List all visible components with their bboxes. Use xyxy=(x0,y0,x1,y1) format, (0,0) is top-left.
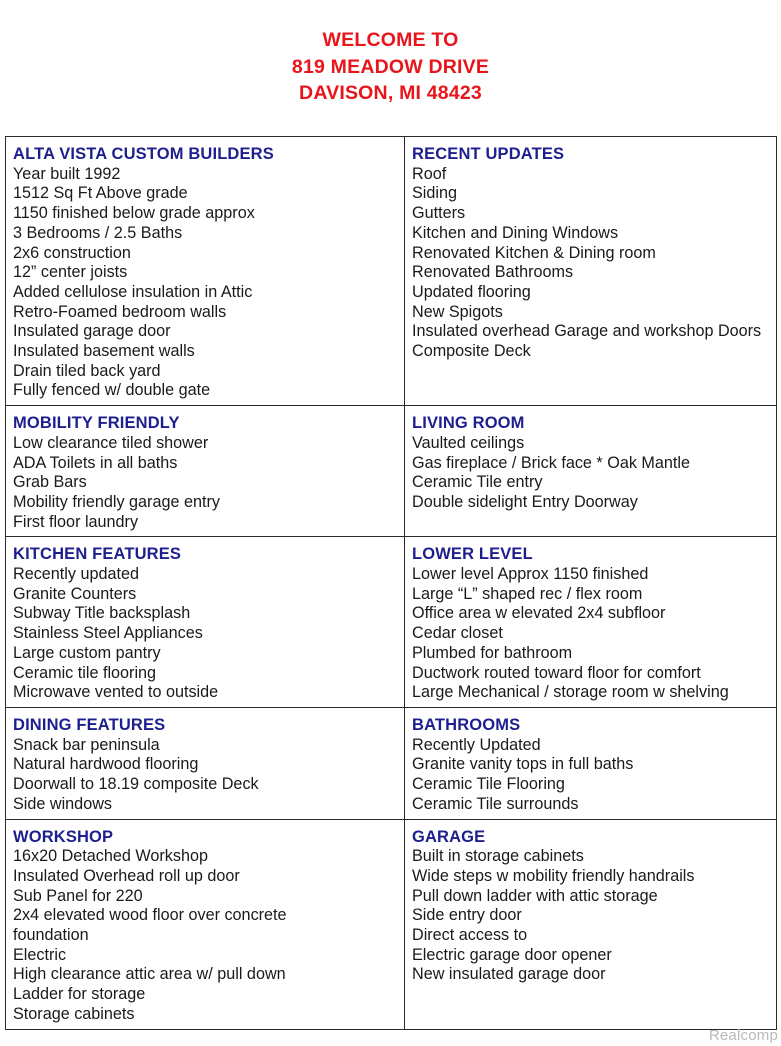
feature-item: foundation xyxy=(13,926,89,945)
section-workshop xyxy=(6,819,405,1029)
feature-item: 1512 Sq Ft Above grade xyxy=(13,184,188,203)
section-garage xyxy=(405,819,777,1029)
feature-item: Granite vanity tops in full baths xyxy=(412,755,634,774)
feature-item: New Spigots xyxy=(412,302,503,321)
feature-item: 3 Bedrooms / 2.5 Baths xyxy=(13,223,183,242)
feature-item: Ceramic Tile entry xyxy=(412,473,543,492)
feature-item: 12” center joists xyxy=(13,263,128,282)
feature-item: Office area w elevated 2x4 subfloor xyxy=(412,604,666,623)
feature-item: Sub Panel for 220 xyxy=(13,886,143,905)
section-title: LOWER LEVEL xyxy=(412,545,533,564)
section-title: MOBILITY FRIENDLY xyxy=(13,414,180,433)
feature-item: Lower level Approx 1150 finished xyxy=(412,565,649,584)
feature-item: Recently Updated xyxy=(412,735,541,754)
section-title: WORKSHOP xyxy=(13,827,114,846)
feature-item: Stainless Steel Appliances xyxy=(13,624,203,643)
feature-item: Insulated basement walls xyxy=(13,342,195,361)
feature-row xyxy=(6,819,777,1029)
feature-item: Ceramic Tile surrounds xyxy=(412,794,579,813)
feature-item: Ductwork routed toward floor for comfort xyxy=(412,663,701,682)
feature-item: Drain tiled back yard xyxy=(13,361,161,380)
address-street: 819 MEADOW DRIVE xyxy=(291,55,490,78)
feature-item: Plumbed for bathroom xyxy=(412,643,573,662)
feature-item: Added cellulose insulation in Attic xyxy=(13,282,253,301)
feature-item: Gas fireplace / Brick face * Oak Mantle xyxy=(412,453,690,472)
feature-item: 1150 finished below grade approx xyxy=(13,204,255,223)
feature-item: Retro-Foamed bedroom walls xyxy=(13,302,227,321)
feature-item: Pull down ladder with attic storage xyxy=(412,886,658,905)
feature-item: Large custom pantry xyxy=(13,643,161,662)
feature-item: Ceramic Tile Flooring xyxy=(412,775,565,794)
section-mobility-friendly xyxy=(6,406,405,537)
section-alta-vista-custom-builders xyxy=(6,137,405,406)
feature-row xyxy=(6,406,777,537)
section-lower-level xyxy=(405,537,777,708)
feature-item: Roof xyxy=(412,164,447,183)
feature-item: Siding xyxy=(412,184,457,203)
section-living-room xyxy=(405,406,777,537)
feature-item: Ladder for storage xyxy=(13,985,146,1004)
feature-item: Side entry door xyxy=(412,906,522,925)
feature-item: Granite Counters xyxy=(13,584,137,603)
feature-item: Vaulted ceilings xyxy=(412,433,525,452)
section-title: DINING FEATURES xyxy=(13,715,166,734)
feature-item: Renovated Bathrooms xyxy=(412,263,574,282)
feature-item: Renovated Kitchen & Dining room xyxy=(412,243,656,262)
section-title: GARAGE xyxy=(412,827,486,846)
feature-item: ADA Toilets in all baths xyxy=(13,453,178,472)
feature-item: Mobility friendly garage entry xyxy=(13,492,220,511)
feature-item: Direct access to xyxy=(412,926,528,945)
feature-item: Microwave vented to outside xyxy=(13,683,219,702)
feature-item: High clearance attic area w/ pull down xyxy=(13,965,286,984)
section-recent-updates xyxy=(405,137,777,406)
feature-item: Large “L” shaped rec / flex room xyxy=(412,584,643,603)
feature-item: Side windows xyxy=(13,794,112,813)
feature-item: Wide steps w mobility friendly handrails xyxy=(412,866,695,885)
feature-item: Low clearance tiled shower xyxy=(13,433,209,452)
realcomp-watermark: Realcomp xyxy=(708,1027,778,1044)
feature-item: Recently updated xyxy=(13,565,139,584)
section-dining-features xyxy=(6,707,405,819)
feature-item: Cedar closet xyxy=(412,624,503,643)
feature-item: Year built 1992 xyxy=(13,164,121,183)
feature-item: Large Mechanical / storage room w shelving xyxy=(412,683,729,702)
features-table xyxy=(5,136,777,1030)
feature-item: Insulated Overhead roll up door xyxy=(13,866,240,885)
section-bathrooms xyxy=(405,707,777,819)
feature-row xyxy=(6,137,777,406)
section-title: LIVING ROOM xyxy=(412,414,525,433)
feature-item: Composite Deck xyxy=(412,342,531,361)
welcome-line: WELCOME TO xyxy=(322,29,459,51)
section-title: RECENT UPDATES xyxy=(412,145,565,163)
section-title: BATHROOMS xyxy=(412,715,521,734)
feature-item: 2x6 construction xyxy=(13,243,131,262)
feature-item: Snack bar peninsula xyxy=(13,735,160,754)
feature-item: Fully fenced w/ double gate xyxy=(13,381,211,400)
feature-item: Built in storage cabinets xyxy=(412,847,584,866)
feature-item: Kitchen and Dining Windows xyxy=(412,223,619,242)
feature-item: Ceramic tile flooring xyxy=(13,663,157,682)
feature-row xyxy=(6,537,777,708)
feature-row xyxy=(6,707,777,819)
feature-item: Insulated garage door xyxy=(13,322,171,341)
section-kitchen-features xyxy=(6,537,405,708)
welcome-header xyxy=(0,27,781,107)
feature-item: Gutters xyxy=(412,204,466,223)
feature-item: Insulated overhead Garage and workshop Doors xyxy=(412,322,762,341)
feature-item: Doorwall to 18.19 composite Deck xyxy=(13,775,259,794)
feature-item: 16x20 Detached Workshop xyxy=(13,847,208,866)
address-city: DAVISON, MI 48423 xyxy=(299,82,482,104)
feature-item: Electric xyxy=(13,945,67,964)
feature-item: Electric garage door opener xyxy=(412,945,612,964)
feature-item: 2x4 elevated wood floor over concrete xyxy=(13,906,287,925)
section-title: KITCHEN FEATURES xyxy=(13,545,182,564)
feature-item: New insulated garage door xyxy=(412,965,606,984)
feature-item: Double sidelight Entry Doorway xyxy=(412,492,638,511)
feature-item: Natural hardwood flooring xyxy=(13,755,199,774)
feature-item: Subway Title backsplash xyxy=(13,604,191,623)
section-title: ALTA VISTA CUSTOM BUILDERS xyxy=(13,145,274,163)
feature-item: First floor laundry xyxy=(13,512,139,531)
feature-item: Grab Bars xyxy=(13,473,87,492)
feature-item: Storage cabinets xyxy=(13,1004,135,1023)
feature-item: Updated flooring xyxy=(412,282,531,301)
